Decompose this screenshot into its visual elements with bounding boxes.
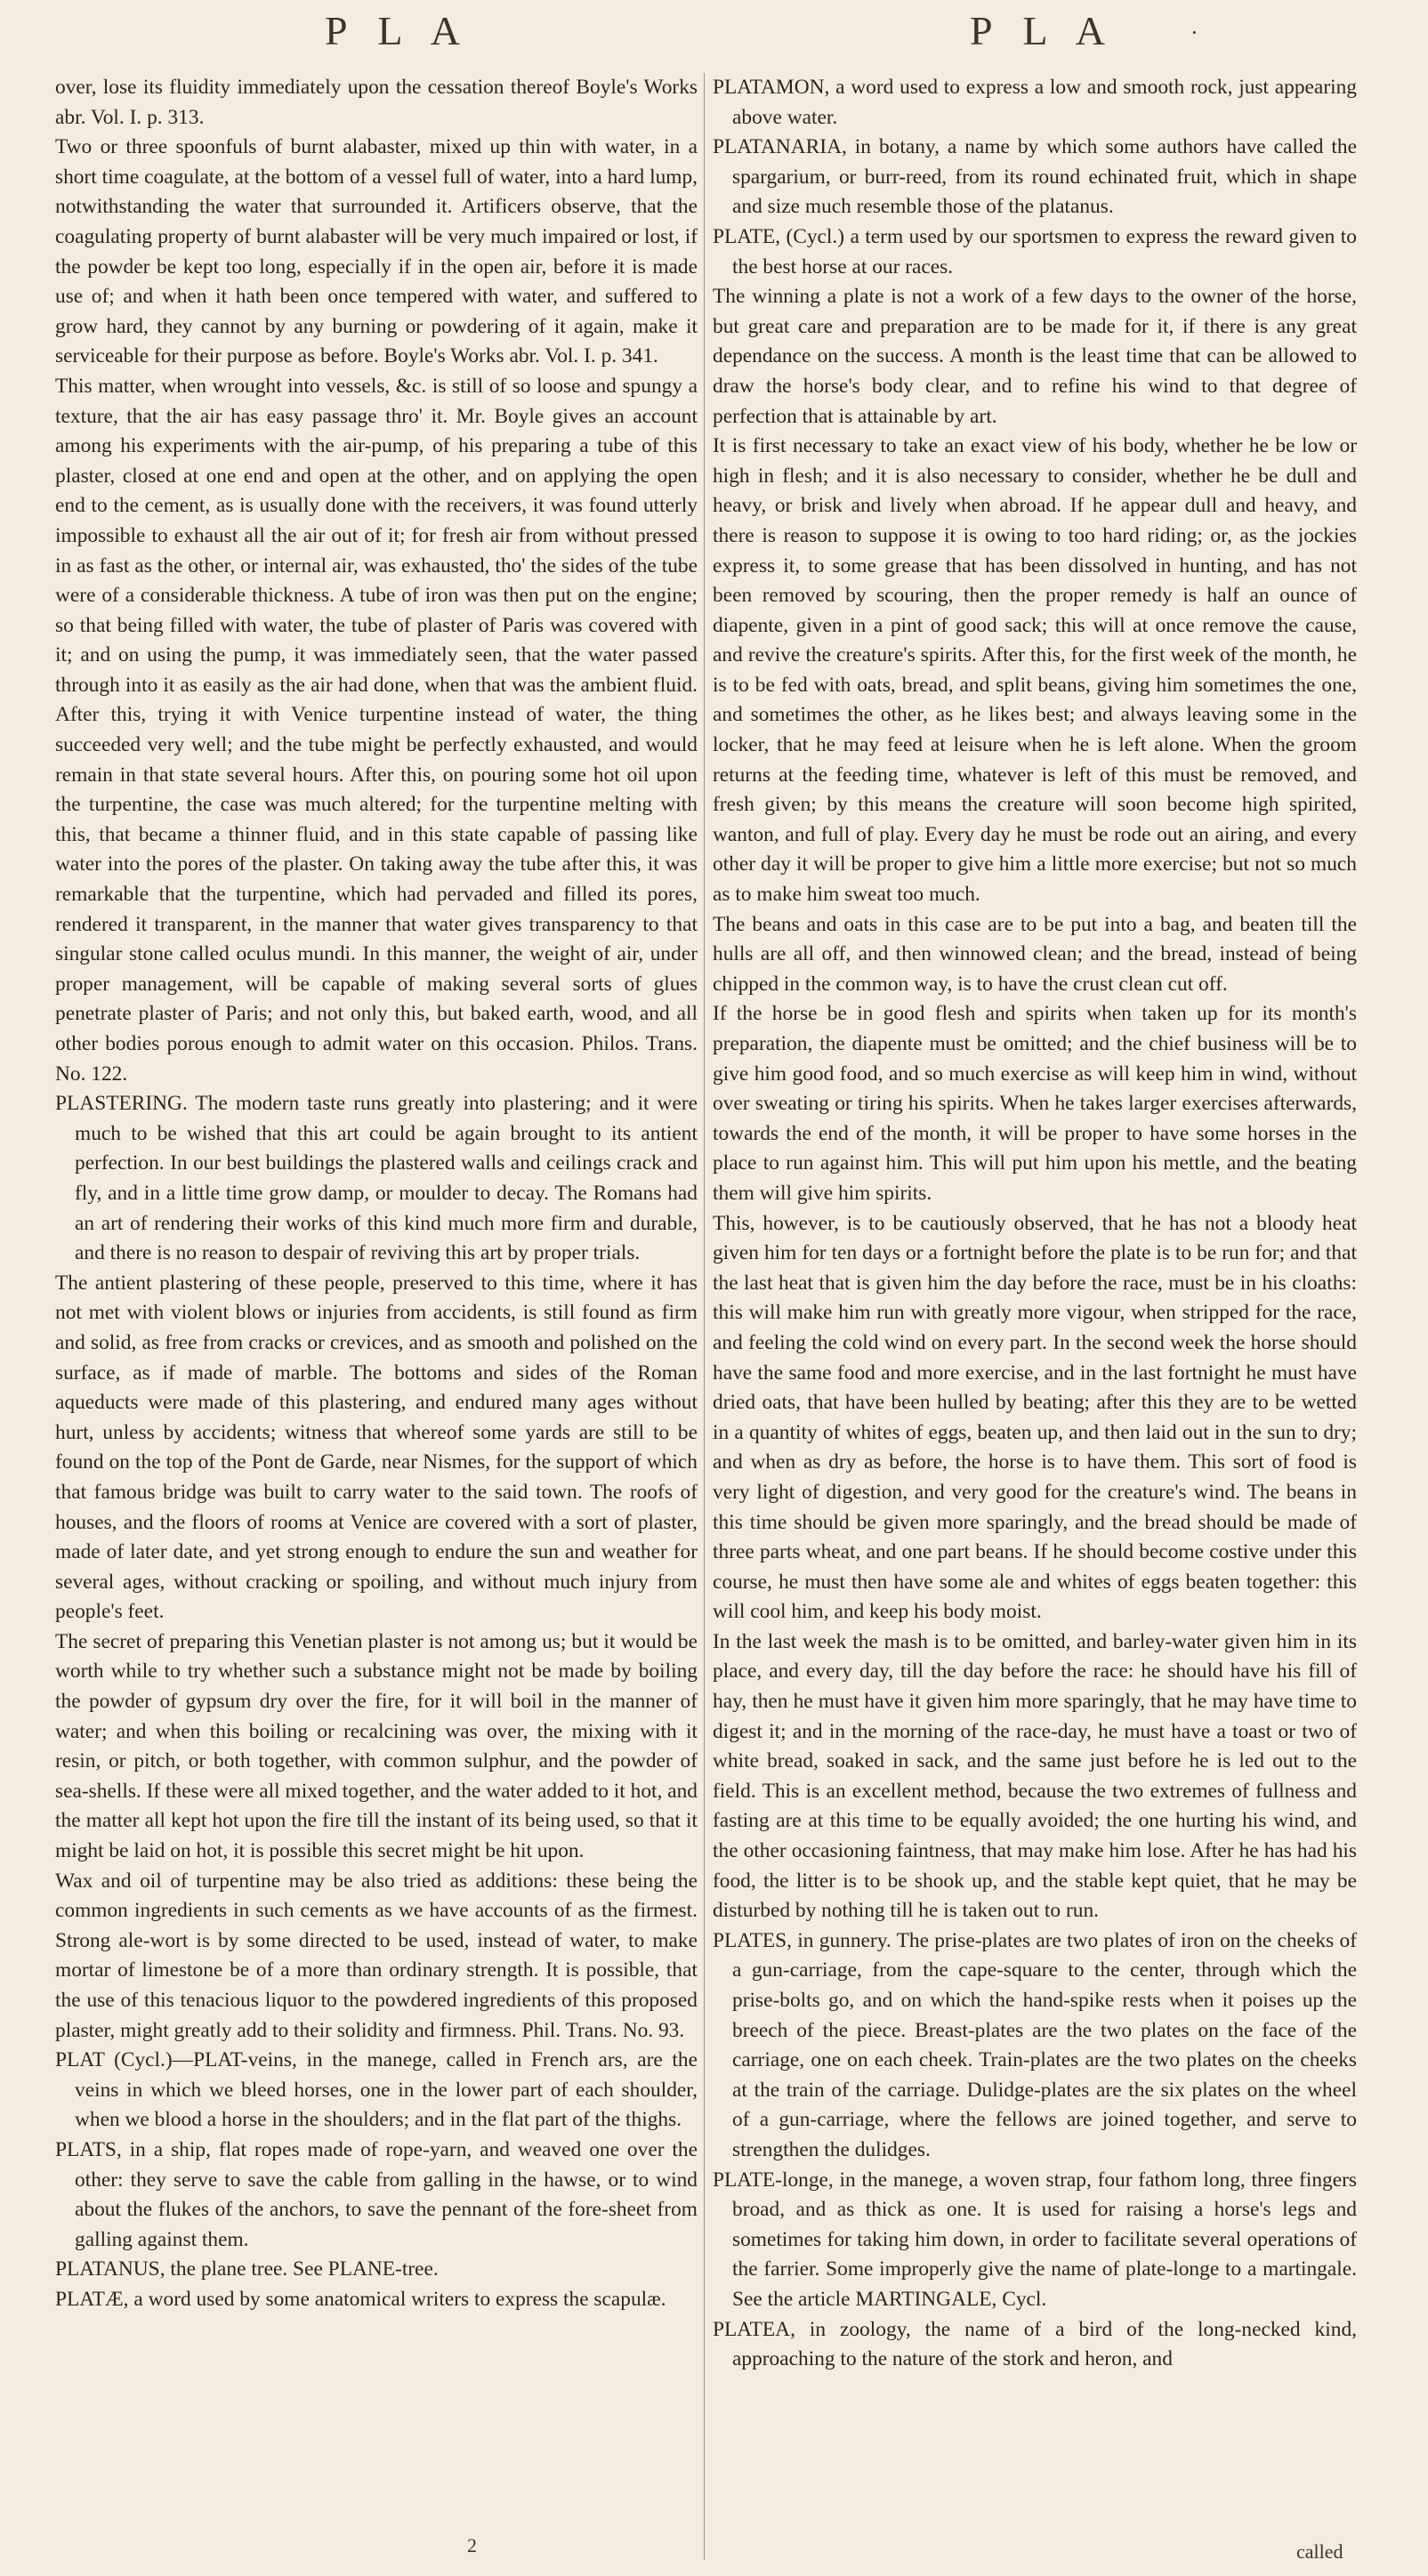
right-column bbox=[713, 73, 1357, 2556]
paragraph-continuation: over, lose its fluidity immediately upon the cessation thereof Boyle's Works abr. Vol. I. p. 313. bbox=[55, 76, 698, 129]
paragraph: This matter, when wrought into vessels, &c. is still of so loose and spungy a texture, that the air has easy passage thro' it. Mr. Boyle gives an account among his experiments with the air-pump, of his preparing a tube of this plaster, closed at one end and open at the other, and on applying the open end to the cement, as is usually done with the receivers, it was found utterly impossible to exhaust all the air out of it; for fresh air from without pressed in as fast as the other, or internal air, was exhausted, tho' the sides of the tube were of a considerable thickness. A tube of iron was then put on the engine; so that being filled with water, the tube of plaster of Paris was covered with it; and on using the pump, it was immediately seen, that the water passed through into it as easily as the air had done, when that was the ambient fluid. After this, trying it with Venice turpentine instead of water, the thing succeeded very well; and the tube might be perfectly exhausted, and would remain in that state several hours. After this, on pouring some hot oil upon the turpentine, the case was much altered; for the turpentine melting with this, that became a thinner fluid, and in this state capable of passing like water into the pores of the plaster. On taking away the tube after this, it was remarkable that the turpentine, which had pervaded and filled its pores, rendered it transparent, in the manner that water gives transparency to that singular stone called oculus mundi. In this manner, the weight of air, under proper management, will be capable of making several sorts of glues penetrate plaster of Paris; and not only this, but baked earth, wood, and all other bodies porous enough to admit water on this occasion. Philos. Trans. No. 122. bbox=[55, 374, 698, 1086]
column-divider bbox=[704, 73, 705, 2560]
entry-plates: PLATES, in gunnery. The prise-plates are two plates of iron on the cheeks of a gun-carriage, from the cape-square to the center, through which the prise-bolts go, and on which the hand-spike rests when it poises up the breech of the piece. Breast-plates are the two plates on the face of the carriage, one on each cheek. Train-plates are the two plates on the cheeks at the train of the carriage. Dulidge-plates are the six plates on the wheel of a gun-carriage, where the fellows are joined together, and serve to strengthen the dulidges. bbox=[713, 1928, 1357, 2161]
entry-platae: PLATÆ, a word used by some anatomical writers to express the scapulæ. bbox=[55, 2287, 666, 2311]
paragraph: The secret of preparing this Venetian plaster is not among us; but it would be worth while to try whether such a substance might not be made by boiling the powder of gypsum dry over the fire, for it will boil in the manner of water; and when this boiling or recalcining was over, the mixing with it resin, or pitch, or both together, with common sulphur, and the powder of sea-shells. If these were all mixed together, and the water added to it hot, and the matter all kept hot upon the fire till the instant of its being used, so that it might be laid on hot, it is possible this secret might be hit upon. bbox=[55, 1629, 698, 1863]
paragraph: The winning a plate is not a work of a few days to the owner of the horse, but great care and preparation are to be made for it, if there is any great dependance on the success. A month is the least time that can be allowed to draw the horse's body clear, and to refine his wind to that degree of perfection that is attainable by art. bbox=[713, 285, 1357, 428]
paragraph: In the last week the mash is to be omitted, and barley-water given him in its place, and every day, till the day before the race: he should have his fill of hay, then he must have it given him more sparingly, that he may have time to digest it; and in the morning of the race-day, he must have a toast or two of white bread, soaked in sack, and the same just before he is led out to the field. This is an excellent method, because the two extremes of fullness and fasting are at this time to be equally avoided; the one hurting his wind, and the other occasioning faintness, that may make him lose. After he has had his food, the litter is to be shook up, and the stable kept quiet, that he may be disturbed by nothing till he is taken out to run. bbox=[713, 1629, 1357, 1923]
paragraph: Two or three spoonfuls of burnt alabaster, mixed up thin with water, in a short time coagulate, at the bottom of a vessel full of water, into a hard lump, notwithstanding the water that surrounded it. Artificers observe, that the coagulating property of burnt alabaster will be very much impaired or lost, if the powder be kept too long, especially if in the open air, before it is made use of; and when it hath been once tempered with water, and suffered to grow hard, they cannot by any burning or powdering of it again, make it serviceable for their purpose as before. Boyle's Works abr. Vol. I. p. 341. bbox=[55, 135, 698, 368]
corner-mark: · bbox=[1190, 20, 1198, 45]
entry-plastering: PLASTERING. The modern taste runs greatly into plastering; and it were much to be wished that this art could be again brought to its antient perfection. In our best buildings the plastered walls and ceilings crack and fly, and in a little time grow damp, or moulder to decay. The Romans had an art of rendering their works of this kind much more firm and durable, and there is no reason to despair of reviving this art by proper trials. bbox=[55, 1092, 698, 1265]
paragraph: It is first necessary to take an exact view of his body, whether he be low or high in flesh; and it is also necessary to consider, whether he be dull and heavy, or brisk and lively when abroad. If he appear dull and heavy, and there is reason to suppose it is owing to too hard riding; or, as the jockies express it, to some grease that has been dissolved in hunting, and has not been removed by scouring, then the proper remedy is half an ounce of diapente, given in a pint of good sack; this will at once remove the cause, and revive the creature's spirits. After this, for the first week of the month, he is to be fed with oats, bread, and split beans, giving him sometimes the one, and sometimes the other, as he likes best; and always leaving some in the locker, that he may feed at leisure when he is left alone. When the groom returns at the feeding time, whatever is left of this must be removed, and fresh given; by this means the creature will soon become high spirited, wanton, and full of play. Every day he must be rode out an airing, and every other day it will be proper to give him a little more exercise; but not so much as to make him sweat too much. bbox=[713, 434, 1357, 907]
paragraph: The beans and oats in this case are to be put into a bag, and beaten till the hulls are all off, and then winnowed clean; and the bread, instead of being chipped in the common way, is to have the crust clean cut off. bbox=[713, 912, 1357, 996]
paragraph: This, however, is to be cautiously observed, that he has not a bloody heat given him for ten days or a fortnight before the plate is to be run for; and that the last heat that is given him the day before the race, must be in his cloaths: this will make him run with greatly more vigour, when stripped for the race, and feeling the cold wind on every part. In the second week the horse should have the same food and more exercise, and in the last fortnight he must have dried oats, that have been hulled by beating; after this they are to be wetted in a quantity of whites of eggs, beaten up, and then laid out in the sun to dry; and when as dry as before, the horse is to have them. This sort of food is very light of digestion, and very good for the creature's wind. The beans in this time should be given more sparingly, and the bread should be made of three parts wheat, and one part beans. If he should become costive under this course, he must then have some ale and whites of eggs beaten together: this will cool him, and keep his body moist. bbox=[713, 1211, 1357, 1624]
entry-plate-longe: PLATE-longe, in the manege, a woven strap, four fathom long, three fingers broad, and as thick as one. It is used for raising a horse's legs and sometimes for taking him down, in order to facilitate several operations of the farrier. Some improperly give the name of plate-longe to a martingale. See the article MARTINGALE, Cycl. bbox=[713, 2168, 1357, 2311]
entry-platamon: PLATAMON, a word used to express a low and smooth rock, just appearing above water. bbox=[713, 76, 1357, 129]
entry-platanus: PLATANUS, the plane tree. See PLANE-tree. bbox=[55, 2257, 439, 2281]
catchword: called bbox=[1296, 2540, 1343, 2563]
running-head-right: P L A bbox=[970, 8, 1116, 53]
entry-plats: PLATS, in a ship, flat ropes made of rope-yarn, and weaved one over the other: they serve to save the cable from galling in the hawse, or to wind about the flukes of the anchors, to save the pennant of the fore-sheet from galling against them. bbox=[55, 2137, 698, 2251]
paragraph: The antient plastering of these people, preserved to this time, where it has not met with violent blows or injuries from accidents, is still found as firm and solid, as free from cracks or crevices, and as smooth and polished on the surface, as if made of marble. The bottoms and sides of the Roman aqueducts were made of this plastering, and endured many ages without hurt, unless by accidents; witness that whereof some yards are still to be found on the top of the Pont de Garde, near Nismes, for the support of which that famous bridge was built to carry water to the said town. The roofs of houses, and the floors of rooms at Venice are covered with a sort of plaster, made of later date, and yet strong enough to endure the sun and weather for several ages, without cracking or spoiling, and without much injury from people's feet. bbox=[55, 1271, 698, 1624]
entry-plat: PLAT (Cycl.)—PLAT-veins, in the manege, called in French ars, are the veins in which we bleed horses, one in the lower part of each shoulder, when we blood a horse in the shoulders; and in the flat part of the thighs. bbox=[55, 2048, 698, 2132]
paragraph: Wax and oil of turpentine may be also tried as additions: these being the common ingredients in such cements as we have accounts of as the firmest. Strong ale-wort is by some directed to be used, instead of water, to make mortar of limestone be of a more than ordinary strength. It is possible, that the use of this tenacious liquor to the powdered ingredients of this proposed plaster, might greatly add to their solidity and firmness. Phil. Trans. No. 93. bbox=[55, 1869, 698, 2042]
page-header bbox=[0, 7, 1428, 69]
left-column bbox=[55, 73, 698, 2556]
entry-platea: PLATEA, in zoology, the name of a bird of the long-necked kind, approaching to the nature of the stork and heron, and bbox=[713, 2317, 1357, 2371]
signature-mark: 2 bbox=[467, 2534, 477, 2556]
entry-platanaria: PLATANARIA, in botany, a name by which some authors have called the spargarium, or burr-reed, from its round echinated fruit, which in shape and size much resemble those of the platanus. bbox=[713, 135, 1357, 219]
entry-plate: PLATE, (Cycl.) a term used by our sportsmen to express the reward given to the best horse at our races. bbox=[713, 224, 1357, 279]
paragraph: If the horse be in good flesh and spirits when taken up for its month's preparation, the diapente must be omitted; and the chief business will be to give him good food, and so much exercise as will keep him in wind, without over sweating or tiring his spirits. When he takes larger exercises afterwards, towards the end of the month, it will be proper to have some horses in the place to run against him. This will put him upon his mettle, and the beating them will give him spirits. bbox=[713, 1002, 1357, 1205]
running-head-left: P L A bbox=[325, 8, 471, 53]
